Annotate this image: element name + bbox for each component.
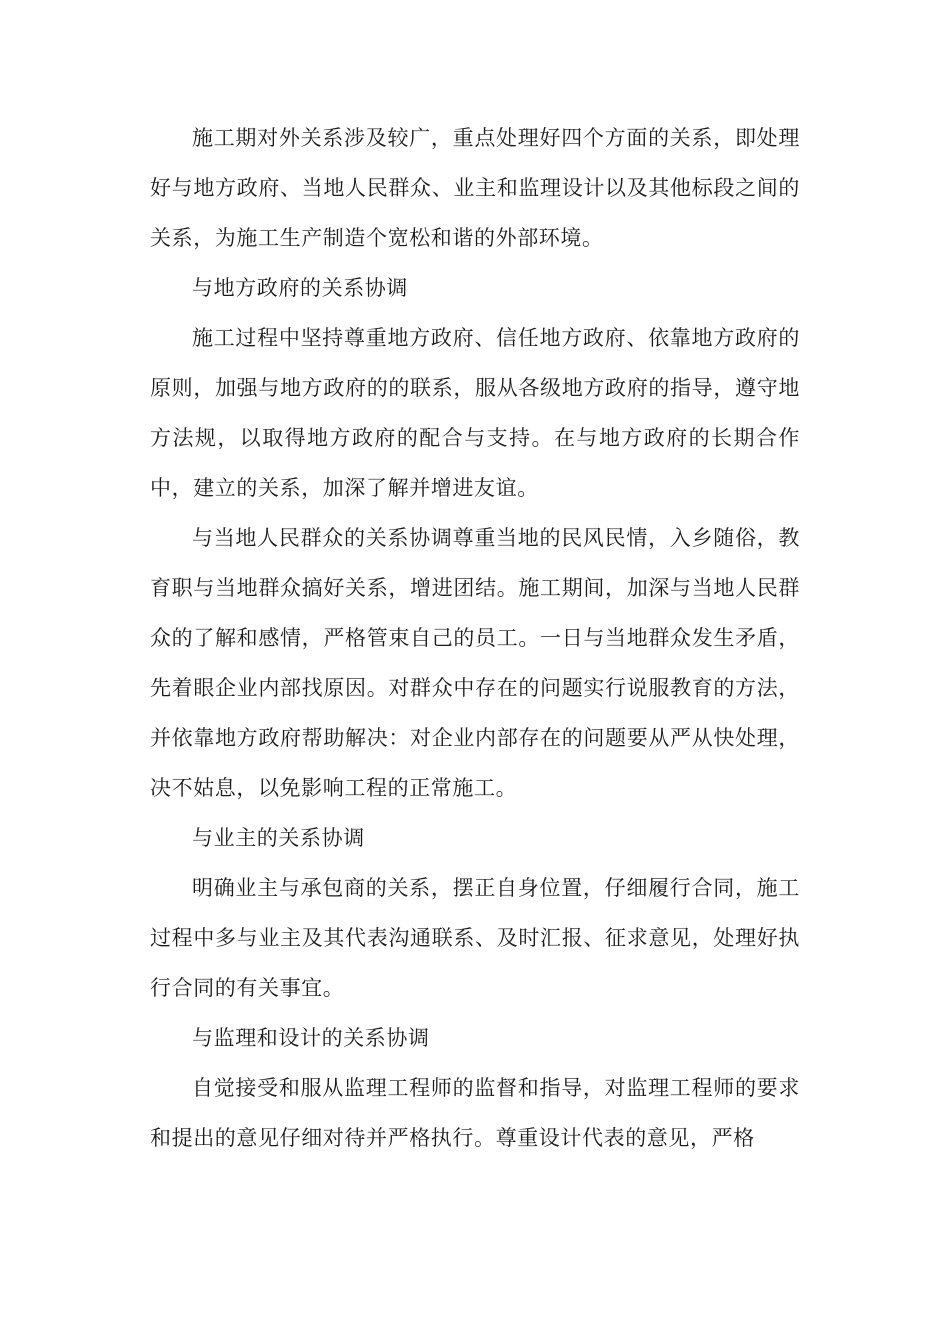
heading-owner: 与业主的关系协调 (192, 826, 365, 850)
paragraph-local-government: 施工过程中坚持尊重地方政府、信任地方政府、依靠地方政府的原则，加强与地方政府的的联系，服从各级地方政府的指导，遵守地方法规，以取得地方政府的配合与支持。在与地方政府的长期合作中，建立的关系，加深了解并增进友谊。 (150, 326, 800, 500)
paragraph-owner: 明确业主与承包商的关系，摆正自身位置，仔细履行合同，施工过程中多与业主及其代表沟通联系、及时汇报、征求意见，处理好执行合同的有关事宜。 (150, 876, 800, 1000)
paragraph-external-relations-intro: 施工期对外关系涉及较广，重点处理好四个方面的关系，即处理好与地方政府、当地人民群众、业主和监理设计以及其他标段之间的关系，为施工生产制造个宽松和谐的外部环境。 (150, 126, 800, 250)
paragraph-local-residents: 与当地人民群众的关系协调尊重当地的民风民情，入乡随俗，教育职与当地群众搞好关系，增进团结。施工期间，加深与当地人民群众的了解和感情，严格管束自己的员工。一日与当地群众发生矛盾，先着眼企业内部找原因。对群众中存在的问题实行说服教育的方法，并依靠地方政府帮助解决：对企业内部存在的问题要从严从快处理，决不姑息，以免影响工程的正常施工。 (150, 526, 800, 800)
heading-local-government: 与地方政府的关系协调 (192, 276, 408, 300)
document-body (150, 113, 800, 1163)
heading-supervision-design: 与监理和设计的关系协调 (192, 1026, 430, 1050)
paragraph-supervision-design: 自觉接受和服从监理工程师的监督和指导，对监理工程师的要求和提出的意见仔细对待并严格执行。尊重设计代表的意见，严格 (150, 1076, 800, 1150)
